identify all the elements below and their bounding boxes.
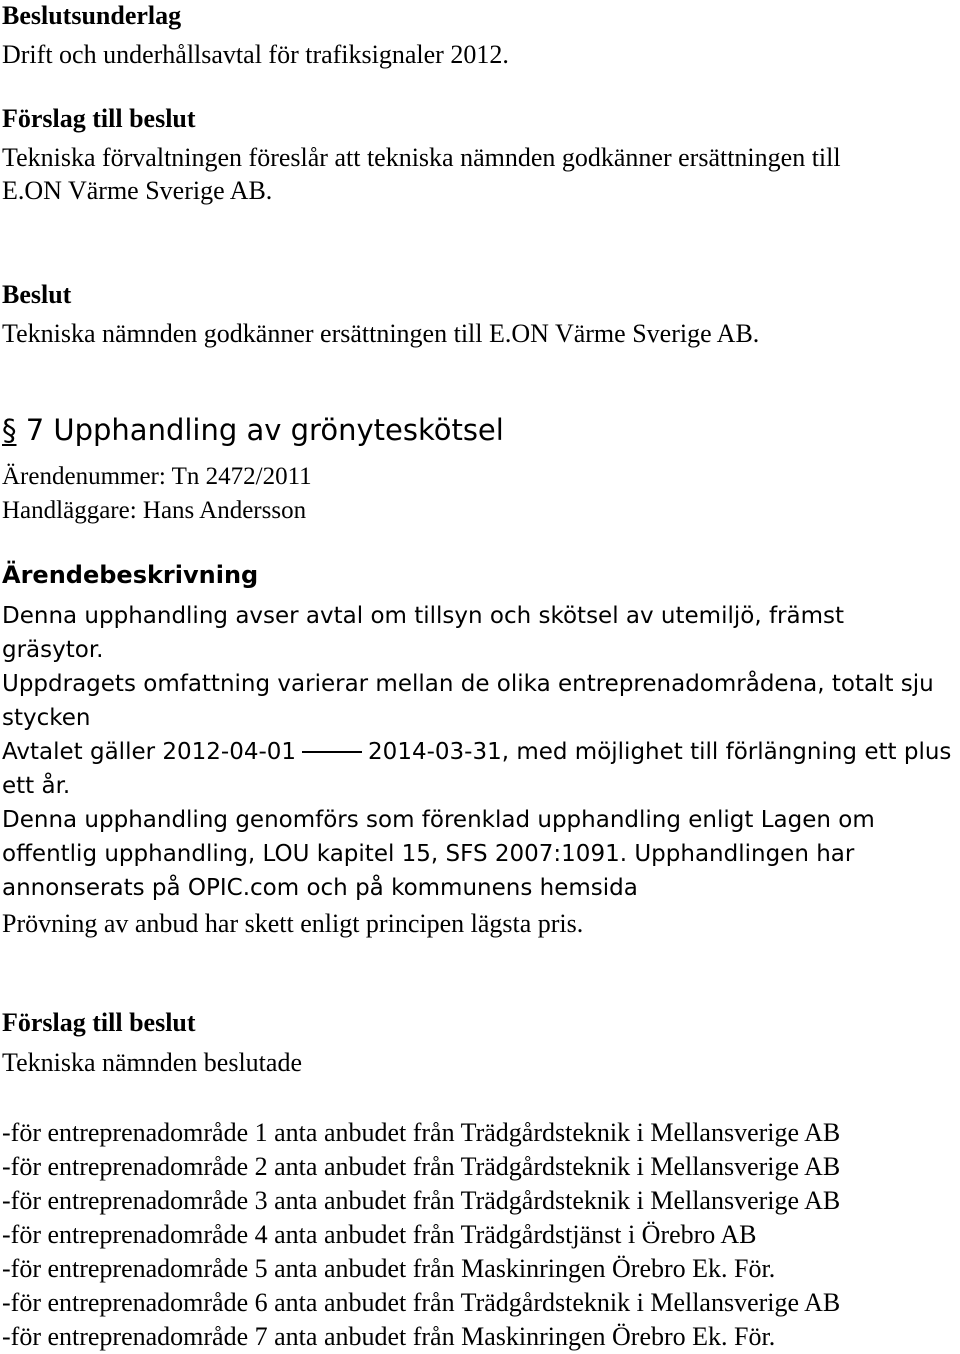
beslut-heading: Beslut <box>2 280 72 309</box>
description-line-7: offentlig upphandling, LOU kapitel 15, SFS 2007:1091. Upphandlingen har <box>2 841 855 867</box>
decision-item-1: -för entreprenadområde 1 anta anbudet från Trädgårdsteknik i Mellansverige AB <box>2 1118 841 1147</box>
forslag-text-line-2: E.ON Värme Sverige AB. <box>2 176 273 205</box>
decision-item-7: -för entreprenadområde 7 anta anbudet från Maskinringen Örebro Ek. För. <box>2 1322 776 1351</box>
forslag-intro: Tekniska nämnden beslutade <box>2 1048 302 1077</box>
description-line-9: Prövning av anbud har skett enligt principen lägsta pris. <box>2 909 584 938</box>
avtal-period-line <box>2 741 951 764</box>
arendebeskrivning-heading: Ärendebeskrivning <box>2 561 259 589</box>
decision-item-2: -för entreprenadområde 2 anta anbudet från Trädgårdsteknik i Mellansverige AB <box>2 1152 841 1181</box>
beslut-text: Tekniska nämnden godkänner ersättningen till E.ON Värme Sverige AB. <box>2 319 760 348</box>
arendenummer: Ärendenummer: Tn 2472/2011 <box>2 463 312 490</box>
decision-item-6: -för entreprenadområde 6 anta anbudet från Trädgårdsteknik i Mellansverige AB <box>2 1288 841 1317</box>
avtal-start: Avtalet gäller 2012-04-01 <box>2 739 297 765</box>
description-line-1: Denna upphandling avser avtal om tillsyn och skötsel av utemiljö, främst <box>2 603 844 629</box>
description-line-3: Uppdragets omfattning varierar mellan de olika entreprenadområdena, totalt sju <box>2 671 934 697</box>
section-title: 7 Upphandling av grönyteskötsel <box>25 413 504 447</box>
forslag-heading-2: Förslag till beslut <box>2 1008 196 1037</box>
avtal-end: 2014-03-31, med möjlighet till förlängning ett plus <box>368 739 952 765</box>
beslutsunderlag-text: Drift och underhållsavtal för trafiksignaler 2012. <box>2 40 509 69</box>
description-line-5: ett år. <box>2 773 71 799</box>
forslag-heading-1: Förslag till beslut <box>2 104 196 133</box>
decision-item-3: -för entreprenadområde 3 anta anbudet från Trädgårdsteknik i Mellansverige AB <box>2 1186 841 1215</box>
section-heading <box>2 413 504 447</box>
description-line-6: Denna upphandling genomförs som förenklad upphandling enligt Lagen om <box>2 807 875 833</box>
description-line-2: gräsytor. <box>2 637 104 663</box>
paragraph-symbol: § <box>2 413 17 447</box>
description-line-4: stycken <box>2 705 91 731</box>
handlaggare: Handläggare: Hans Andersson <box>2 497 307 524</box>
decision-item-5: -för entreprenadområde 5 anta anbudet från Maskinringen Örebro Ek. För. <box>2 1254 776 1283</box>
dash-separator <box>302 751 362 753</box>
decision-item-4: -för entreprenadområde 4 anta anbudet från Trädgårdstjänst i Örebro AB <box>2 1220 757 1249</box>
beslutsunderlag-heading: Beslutsunderlag <box>2 1 182 30</box>
forslag-text-line-1: Tekniska förvaltningen föreslår att tekniska nämnden godkänner ersättningen till <box>2 143 841 172</box>
description-line-8: annonserats på OPIC.com och på kommunens hemsida <box>2 875 638 901</box>
